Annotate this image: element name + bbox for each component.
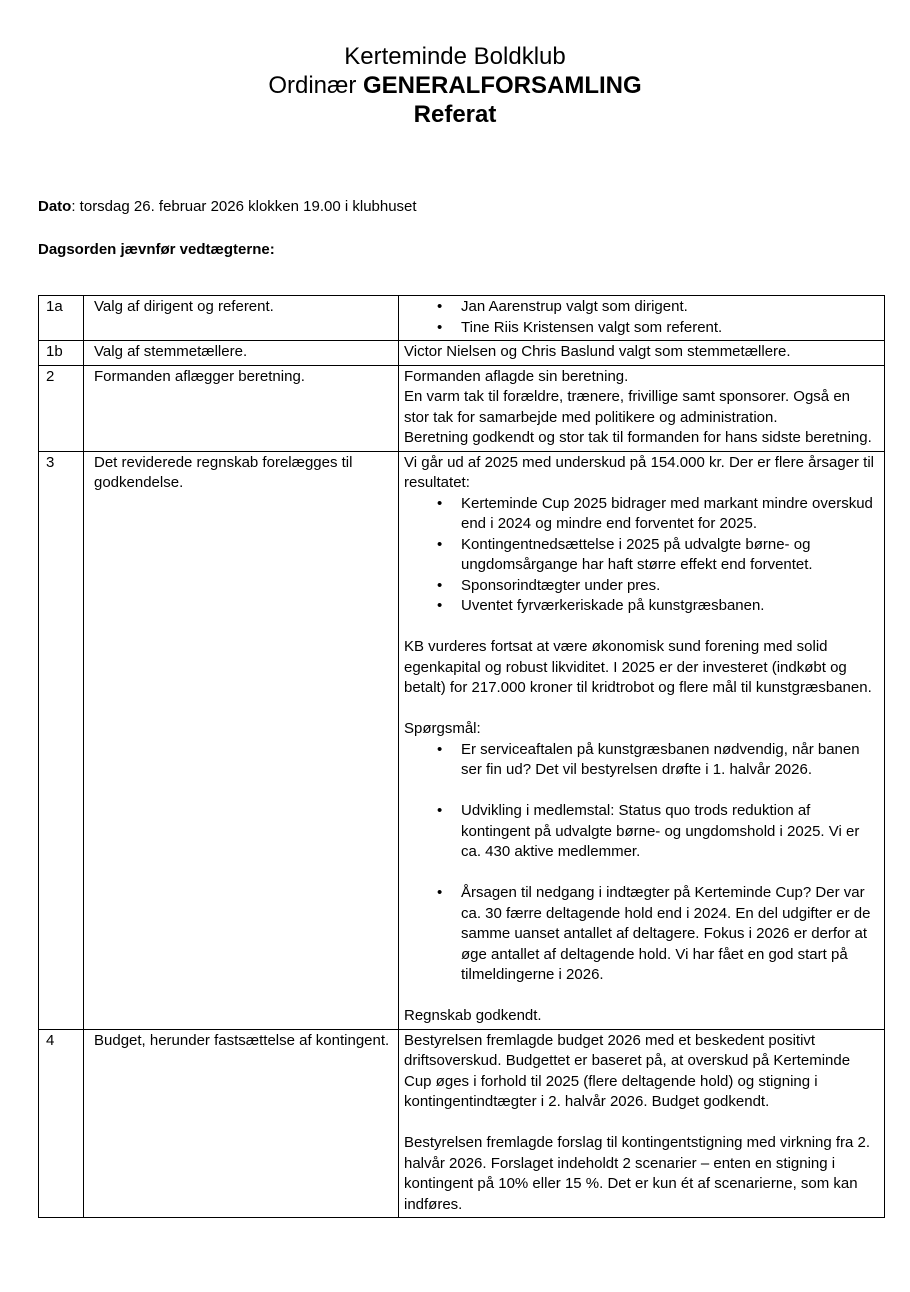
bullet-item: • Jan Aarenstrup valgt som dirigent. (404, 297, 876, 318)
bullet-item: • Udvikling i medlemstal: Status quo trods reduktion af kontingent på udvalgte børne- og ungdomshold i 2025. Vi er ca. 430 aktive medlemmer. (404, 801, 876, 863)
row-number-cell: 3 (39, 451, 84, 1029)
notes-cell (399, 296, 885, 341)
notes-paragraph: KB vurderes fortsat at være økonomisk sund forening med solid egenkapital og robust likviditet. I 2025 er der investeret (indkøbt og betalt) for 217.000 kroner til kridtrobot og flere mål til kunstgræsbanen. (404, 638, 872, 696)
table-row (39, 365, 885, 451)
notes-paragraph: Victor Nielsen og Chris Baslund valgt som stemmetællere. (404, 343, 791, 360)
row-number-cell: 1a (39, 296, 84, 341)
notes-paragraph: En varm tak til forældre, trænere, frivillige samt sponsorer. Også en stor tak for samarbejde med politikere og administration. (404, 388, 851, 426)
blank-line (404, 617, 876, 638)
bullet-list (404, 494, 876, 617)
title-club-name: Kerteminde Boldklub (344, 43, 566, 70)
title-meeting-line (0, 71, 910, 100)
blank-line (404, 986, 876, 1007)
blank-line (404, 1113, 876, 1134)
document-title (0, 0, 910, 129)
bullet-list (404, 297, 876, 338)
bullet-item: • Tine Riis Kristensen valgt som referent. (404, 318, 876, 339)
agenda-item-cell: Budget, herunder fastsættelse af kontingent. (84, 1029, 399, 1218)
agenda-item-cell: Valg af stemmetællere. (84, 341, 399, 366)
bullet-item: • Sponsorindtægter under pres. (404, 576, 876, 597)
title-meeting-prefix: Ordinær (268, 72, 363, 99)
bullet-item: • Uventet fyrværkeriskade på kunstgræsbanen. (404, 596, 876, 617)
date-label: Dato (38, 198, 72, 215)
title-meeting-name: GENERALFORSAMLING (363, 72, 642, 99)
agenda-item-cell: Det reviderede regnskab forelægges til godkendelse. (84, 451, 399, 1029)
agenda-table (38, 295, 885, 1218)
notes-cell (399, 341, 885, 366)
notes-paragraph: Formanden aflagde sin beretning. (404, 367, 629, 385)
bullet-item: • Kontingentnedsættelse i 2025 på udvalgte børne- og ungdomsårgange har haft større effekt end forventet. (404, 535, 876, 576)
row-number-cell: 1b (39, 341, 84, 366)
row-number-cell: 2 (39, 365, 84, 451)
notes-paragraph: Regnskab godkendt. (404, 1007, 542, 1024)
title-doc-type: Referat (413, 101, 497, 128)
blank-line (404, 699, 876, 720)
bullet-item: • Kerteminde Cup 2025 bidrager med markant mindre overskud end i 2024 og mindre end forventet for 2025. (404, 494, 876, 535)
date-value: : torsdag 26. februar 2026 klokken 19.00 i klubhuset (71, 198, 417, 215)
notes-paragraph: Beretning godkendt og stor tak til formanden for hans sidste beretning. (404, 429, 872, 446)
agenda-table-body (39, 296, 885, 1218)
agenda-item-cell: Formanden aflægger beretning. (84, 365, 399, 451)
bullet-item: • Er serviceaftalen på kunstgræsbanen nødvendig, når banen ser fin ud? Det vil bestyrelsen drøfte i 1. halvår 2026. (404, 740, 876, 781)
notes-cell (399, 451, 885, 1029)
table-row (39, 296, 885, 341)
notes-cell (399, 365, 885, 451)
notes-paragraph: Vi går ud af 2025 med underskud på 154.000 kr. Der er flere årsager til resultatet: (404, 453, 875, 491)
table-row (39, 1029, 885, 1218)
table-row (39, 451, 885, 1029)
bullet-item: • Årsagen til nedgang i indtægter på Kerteminde Cup? Der var ca. 30 færre deltagende hold end i 2024. En del udgifter er de samme uanset antallet af deltagere. Fokus i 2026 er derfor at øge antallet af deltagende hold. Vi har fået en god start på tilmeldingerne i 2026. (404, 883, 876, 986)
notes-cell (399, 1029, 885, 1218)
table-row (39, 341, 885, 366)
agenda-heading: Dagsorden jævnfør vedtægterne: (38, 240, 275, 258)
notes-paragraph: Bestyrelsen fremlagde budget 2026 med et beskedent positivt driftsoverskud. Budgettet er baseret på, at overskud på Kerteminde Cup øges i forhold til 2025 (flere deltagende hold) og stigning i kontingentindtægter i 2. halvår 2026. Budget godkendt. (404, 1031, 851, 1110)
bullet-list (404, 740, 876, 986)
notes-paragraph: Bestyrelsen fremlagde forslag til kontingentstigning med virkning fra 2. halvår 2026. Forslaget indeholdt 2 scenarier – enten en stigning i kontingent på 10% eller 15 %. Det er kun ét af scenarierne, som kan indføres. (404, 1134, 871, 1213)
row-number-cell: 4 (39, 1029, 84, 1218)
agenda-item-cell: Valg af dirigent og referent. (84, 296, 399, 341)
notes-paragraph: Spørgsmål: (404, 720, 481, 737)
date-line (38, 197, 910, 218)
